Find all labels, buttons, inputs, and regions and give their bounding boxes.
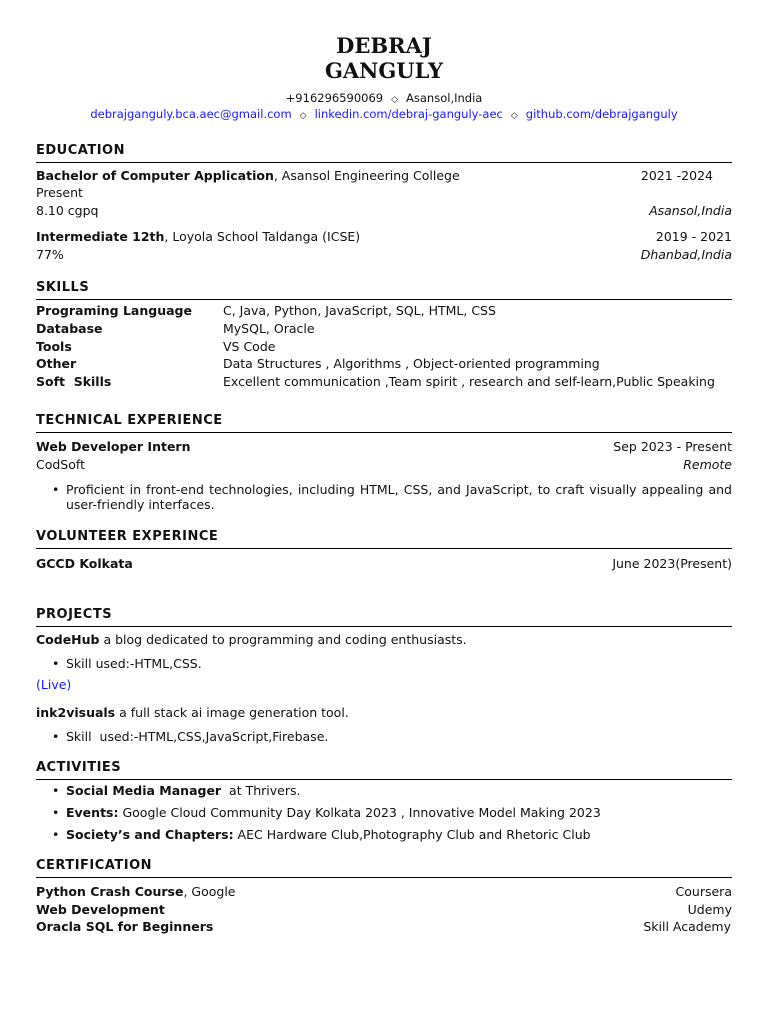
volunteer-heading: VOLUNTEER EXPERINCE xyxy=(36,529,732,549)
contact-line-1 xyxy=(0,91,768,108)
education-row xyxy=(36,167,732,184)
skill-key: Tools xyxy=(36,339,72,354)
activity-bold: Society’s and Chapters: xyxy=(66,827,234,842)
cert-name: Web Development xyxy=(36,902,165,917)
project-skill-text: Skill used:-HTML,CSS,JavaScript,Firebase. xyxy=(66,729,329,744)
cert-extra: , Google xyxy=(183,884,236,899)
linkedin-link[interactable]: linkedin.com/debraj-ganguly-aec xyxy=(314,107,503,121)
activity-text: AEC Hardware Club,Photography Club and Rhetoric Club xyxy=(233,827,591,842)
skill-value: MySQL, Oracle xyxy=(223,321,315,336)
skill-value: VS Code xyxy=(223,339,276,354)
skill-value: Excellent communication ,Team spirit , research and self-learn,Public Speaking xyxy=(223,374,715,389)
skill-key: Database xyxy=(36,321,103,336)
project-row xyxy=(36,631,732,648)
education-row xyxy=(36,202,732,219)
project-skill-text: Skill used:-HTML,CSS. xyxy=(66,656,202,671)
education-heading: EDUCATION xyxy=(36,143,732,163)
cert-provider: Coursera xyxy=(675,884,732,899)
activity-text: at Thrivers. xyxy=(221,783,301,798)
bullet-icon: • xyxy=(52,827,60,842)
separator-icon: ◇ xyxy=(510,111,518,121)
technical-heading: TECHNICAL EXPERIENCE xyxy=(36,413,732,433)
name-last: GANGULY xyxy=(324,58,444,83)
project-name: CodeHub xyxy=(36,632,100,647)
education-score: 8.10 cgpq xyxy=(36,203,99,218)
project-row xyxy=(36,704,732,721)
skill-row xyxy=(36,302,732,319)
certification-heading: CERTIFICATION xyxy=(36,858,732,878)
education-row xyxy=(36,228,732,245)
skills-heading: SKILLS xyxy=(36,280,732,300)
live-link[interactable]: (Live) xyxy=(36,677,72,692)
bullet-icon: • xyxy=(52,656,60,671)
projects-heading: PROJECTS xyxy=(36,607,732,627)
volunteer-row xyxy=(36,555,732,572)
degree: Bachelor of Computer Application xyxy=(36,168,274,183)
institution: , Asansol Engineering College xyxy=(273,168,460,183)
skill-row xyxy=(36,355,732,372)
institution: , Loyola School Taldanga (ICSE) xyxy=(164,229,361,244)
education-place: Asansol,India xyxy=(649,203,732,218)
skill-value: Data Structures , Algorithms , Object-oriented programming xyxy=(223,356,600,371)
cert-row xyxy=(36,901,732,918)
cert-name: Python Crash Course xyxy=(36,884,184,899)
job-company: CodSoft xyxy=(36,457,85,472)
project-desc: a full stack ai image generation tool. xyxy=(115,705,349,720)
list-item xyxy=(52,805,732,820)
separator-icon: ◇ xyxy=(299,111,307,121)
education-dates: 2021 -2024 xyxy=(640,168,713,183)
job-role: Web Developer Intern xyxy=(36,439,191,454)
education-place: Dhanbad,India xyxy=(640,247,732,262)
skill-row xyxy=(36,338,732,355)
separator-icon: ◇ xyxy=(391,95,399,105)
list-item xyxy=(52,656,732,671)
degree: Intermediate 12th xyxy=(36,229,165,244)
bullet-icon: • xyxy=(52,805,60,820)
education-score: 77% xyxy=(36,247,64,262)
activity-bold: Social Media Manager xyxy=(66,783,222,798)
list-item xyxy=(52,482,732,512)
github-link[interactable]: github.com/debrajganguly xyxy=(525,107,678,121)
job-dates: Sep 2023 - Present xyxy=(613,439,732,454)
job-row xyxy=(36,456,732,473)
project-name: ink2visuals xyxy=(36,705,116,720)
volunteer-org: GCCD Kolkata xyxy=(36,556,133,571)
job-bullet-text: Proficient in front-end technologies, including HTML, CSS, and JavaScript, to craft visually appealing and user-friendly interfaces. xyxy=(66,482,732,512)
cert-row xyxy=(36,918,732,935)
cert-provider: Udemy xyxy=(687,902,732,917)
activity-bold: Events: xyxy=(66,805,119,820)
cert-provider: Skill Academy xyxy=(643,919,731,934)
activity-text: Google Cloud Community Day Kolkata 2023 , Innovative Model Making 2023 xyxy=(118,805,601,820)
volunteer-dates: June 2023(Present) xyxy=(612,556,732,571)
skill-key: Soft Skills xyxy=(36,374,112,389)
cert-name: Oracla SQL for Beginners xyxy=(36,919,214,934)
skill-value: C, Java, Python, JavaScript, SQL, HTML, CSS xyxy=(223,303,496,318)
bullet-icon: • xyxy=(52,729,60,744)
job-row xyxy=(36,438,732,455)
location: Asansol,India xyxy=(406,91,483,105)
education-status: Present xyxy=(36,185,83,200)
education-dates: 2019 - 2021 xyxy=(655,229,732,244)
cert-row xyxy=(36,883,732,900)
project-desc: a blog dedicated to programming and coding enthusiasts. xyxy=(99,632,467,647)
bullet-icon: • xyxy=(52,783,60,798)
list-item xyxy=(52,783,732,798)
bullet-icon: • xyxy=(52,482,60,497)
skill-row xyxy=(36,320,732,337)
education-row xyxy=(36,246,732,263)
skill-key: Other xyxy=(36,356,77,371)
phone: +916296590069 xyxy=(285,91,384,105)
education-row xyxy=(36,184,732,201)
list-item xyxy=(52,729,732,744)
name-first: DEBRAJ xyxy=(336,33,432,58)
email-link[interactable]: debrajganguly.bca.aec@gmail.com xyxy=(90,107,292,121)
activities-heading: ACTIVITIES xyxy=(36,760,732,780)
list-item xyxy=(52,827,732,842)
job-mode: Remote xyxy=(683,457,732,472)
contact-line-2 xyxy=(0,107,768,124)
skill-row xyxy=(36,373,732,390)
skill-key: Programing Language xyxy=(36,303,192,318)
